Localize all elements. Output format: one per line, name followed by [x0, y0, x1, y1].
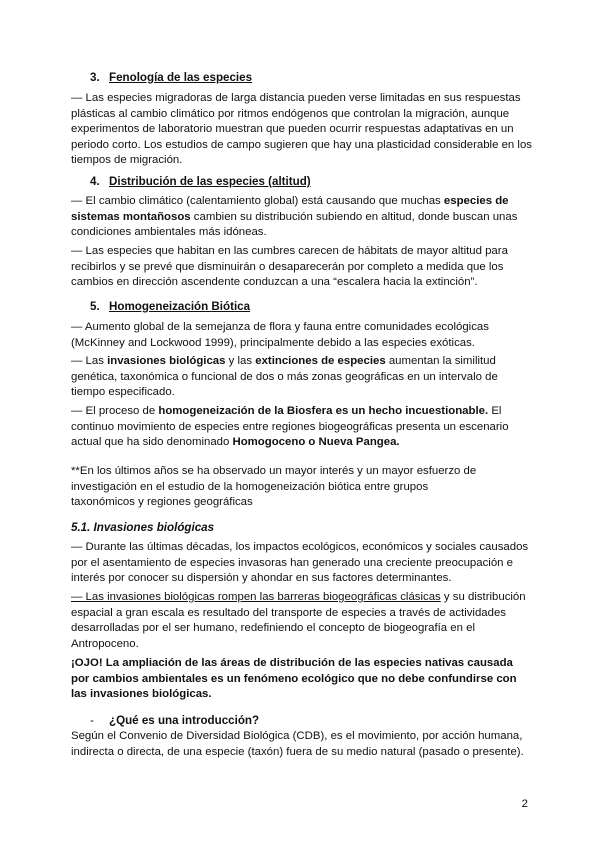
subsection-title: 5.1. Invasiones biológicas — [71, 521, 215, 534]
bold-run: extinciones de especies — [255, 355, 386, 367]
section-heading-5 — [90, 300, 250, 313]
text-run: — El proceso de — [71, 405, 159, 417]
warning-paragraph: ¡OJO! La ampliación de las áreas de distribución de las especies nativas causada por cambios ambientales es un fenómeno ecológico que no debe confundirse con las invasiones biológicas. — [71, 657, 517, 701]
paragraph: — Las especies que habitan en las cumbres carecen de hábitats de mayor altitud para recibirlos y se prevé que disminuirán o desaparecerán por completo a medida que los cambios en dirección ascendente conduzcan a una “escalera hacia la extinción”. — [71, 245, 508, 289]
note-line: investigación en el estudio de la homogeneización biótica entre grupos — [71, 480, 429, 493]
section-number: 5. — [90, 300, 100, 313]
paragraph: Según el Convenio de Diversidad Biológica (CDB), es el movimiento, por acción humana, indirecta o directa, de una especie (taxón) fuera de su medio natural (pasado o presente). — [71, 730, 524, 758]
note — [71, 464, 534, 511]
bullet-heading — [90, 714, 259, 727]
paragraph: — Las especies migradoras de larga distancia pueden verse limitadas en sus respuestas plásticas al cambio climático por ritmos endógenos que controlan la migración, aunque experimentos de laboratorio muestran que pueden ocurrir respuestas adaptativas en un periodo corto. Los estudios de campo sugieren que hay una plasticidad considerable en los tiempos de migración. — [71, 92, 532, 167]
text-run: aumentan la similitud genética, taxonómica o funcional de dos o más zonas geográficas en un intervalo de tiempo especificado. — [71, 355, 498, 399]
underlined-run: — Las invasiones biológicas rompen las barreras biogeográficas clásicas — [71, 591, 441, 603]
bold-run: especies de sistemas montañosos — [71, 195, 509, 223]
paragraph — [71, 590, 534, 652]
bold-run: homogeneización de la Biosfera es un hecho incuestionable. — [158, 405, 489, 417]
text-run: — El cambio climático (calentamiento global) está causando que muchas — [71, 195, 444, 207]
paragraph — [71, 404, 534, 451]
text-run: El continuo movimiento de especies entre regiones biogeográficas presenta un escenario actual que ha sido denominado — [71, 405, 509, 449]
section-heading-4 — [90, 175, 311, 188]
section-number: 3. — [90, 71, 100, 84]
section-title: Fenología de las especies — [109, 71, 253, 84]
section-title: Distribución de las especies (altitud) — [109, 175, 311, 188]
section-title: Homogeneización Biótica — [109, 300, 251, 313]
note-line: taxonómicos y regiones geográficas — [71, 496, 253, 509]
page-number: 2 — [521, 798, 528, 810]
section-heading-3 — [90, 71, 252, 84]
note-line: **En los últimos años se ha observado un mayor interés y un mayor esfuerzo de — [71, 465, 477, 477]
section-number: 4. — [90, 175, 100, 188]
paragraph: — Aumento global de la semejanza de flora y fauna entre comunidades ecológicas (McKinney and Lockwood 1999), principalmente debido a las especies exóticas. — [71, 321, 489, 349]
text-run: cambien su distribución subiendo en altitud, donde buscan unas condiciones ambientales más idóneas. — [71, 210, 518, 239]
bullet-marker: - — [90, 714, 94, 727]
text-run: y su distribución espacial a gran escala es resultado del transporte de especies a través de actividades desarrolladas por el ser humano, redefiniendo el concepto de biogeografía en el Antropoceno. — [71, 591, 526, 650]
paragraph — [71, 194, 534, 241]
text-run: — Las — [71, 355, 108, 367]
bold-run: invasiones biológicas — [107, 355, 226, 367]
paragraph: — Durante las últimas décadas, los impactos ecológicos, económicos y sociales causados por el asentamiento de especies invasoras han generado una creciente preocupación e interés por conocer su dispersión y ahondar en sus factores determinantes. — [71, 541, 529, 585]
paragraph — [71, 354, 534, 401]
text-run: y las — [225, 355, 256, 367]
bold-run: Homogoceno o Nueva Pangea. — [232, 436, 400, 449]
bullet-text: ¿Qué es una introducción? — [109, 714, 260, 727]
